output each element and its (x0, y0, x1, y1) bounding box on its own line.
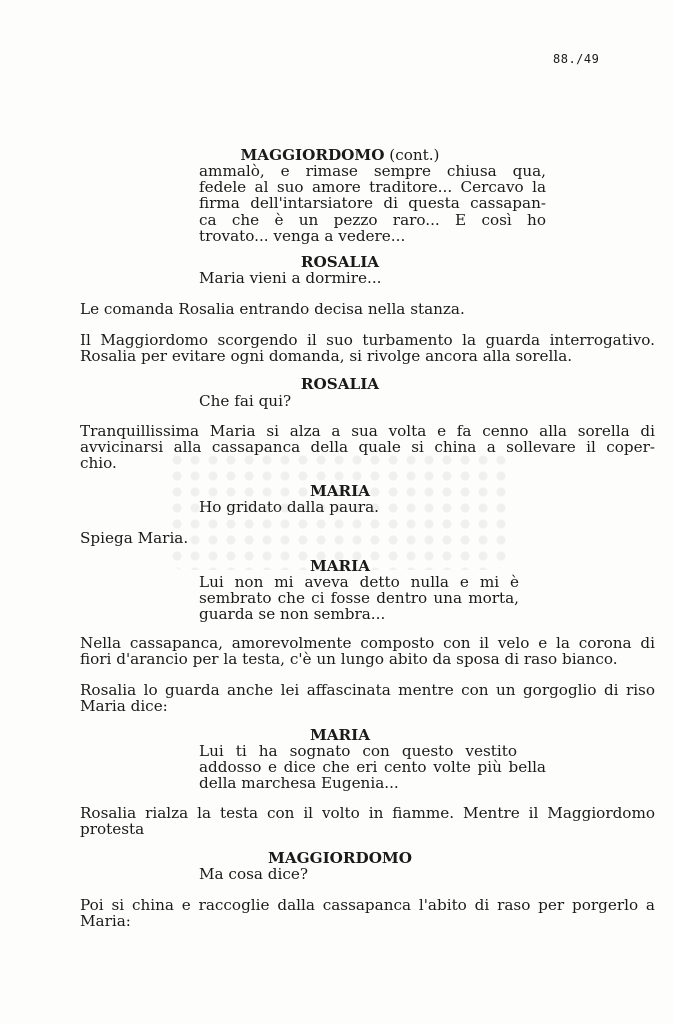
action-paragraph (80, 805, 655, 837)
action-line: fiori d'arancio per la testa, c'è un lungo abito da sposa di raso bianco. (80, 650, 618, 669)
character-cue (80, 147, 600, 163)
action-line: Nella cassapanca, amorevolmente composto con il velo e la corona di (80, 634, 655, 652)
dialogue (199, 866, 546, 882)
action-paragraph (80, 897, 655, 929)
action-line: Maria dice: (80, 697, 168, 716)
action-line: Maria: (80, 912, 131, 931)
dialogue-line: ca che è un pezzo raro... E così ho (199, 210, 546, 229)
action-line: Rosalia per evitare ogni domanda, si rivolge ancora alla sorella. (80, 347, 573, 366)
dialogue-line: guarda se non sembra... (199, 605, 386, 624)
action-paragraph (80, 332, 655, 364)
action-line: Tranquillissima Maria si alza a sua volta e fa cenno alla sorella di (80, 422, 655, 440)
dialogue-line: ammalò, e rimase sempre chiusa qua, (199, 162, 546, 180)
action-line: Spiega Maria. (80, 529, 189, 547)
dialogue (199, 270, 546, 286)
action-line: avvicinarsi alla cassapanca della quale si china a sollevare il coper- (80, 438, 655, 457)
dialogue-line: Ma cosa dice? (199, 865, 308, 883)
cue-extension: (cont.) (389, 146, 440, 164)
dialogue (199, 163, 546, 244)
dialogue-line: trovato... venga a vedere... (199, 226, 406, 245)
page-number: 88./49 (553, 52, 600, 66)
dialogue (199, 743, 546, 792)
action-line: chio. (80, 454, 117, 473)
character-name: MARIA (309, 726, 371, 744)
character-name: MARIA (309, 557, 371, 575)
character-name: MAGGIORDOMO (268, 849, 412, 867)
character-name: MARIA (309, 482, 371, 500)
character-name: ROSALIA (300, 375, 380, 393)
action-line: Rosalia lo guarda anche lei affascinata mentre con un gorgoglio di riso (80, 681, 655, 699)
action-line: Il Maggiordomo scorgendo il suo turbamento la guarda interrogativo. (80, 331, 655, 349)
character-cue (80, 376, 600, 392)
character-cue (80, 850, 600, 866)
dialogue-line: Lui ti ha sognato con questo vestito (199, 742, 517, 760)
action-paragraph (80, 530, 655, 546)
dialogue (199, 574, 546, 623)
character-cue (80, 558, 600, 574)
dialogue-line: Che fai qui? (199, 392, 292, 410)
character-name: MAGGIORDOMO (240, 146, 385, 164)
action-line: Poi si china e raccoglie dalla cassapanca l'abito di raso per porgerlo a (80, 896, 655, 914)
dialogue-line: Lui non mi aveva detto nulla e mi è (199, 573, 519, 591)
dialogue-line: sembrato che ci fosse dentro una morta, (199, 589, 519, 608)
action-paragraph (80, 635, 655, 667)
action-line: protesta (80, 820, 145, 839)
action-line: Le comanda Rosalia entrando decisa nella stanza. (80, 300, 465, 318)
character-cue (80, 254, 600, 270)
dialogue-line: addosso e dice che eri cento volte più bella (199, 758, 546, 777)
dialogue-line: firma dell'intarsiatore di questa cassapan- (199, 194, 546, 213)
dialogue (199, 393, 546, 409)
action-paragraph (80, 301, 655, 317)
character-name: ROSALIA (300, 253, 380, 271)
action-line: Rosalia rialza la testa con il volto in fiamme. Mentre il Maggiordomo (80, 804, 655, 822)
action-paragraph (80, 682, 655, 714)
dialogue (199, 499, 546, 515)
dialogue-line: fedele al suo amore traditore... Cercavo la (199, 178, 546, 197)
action-paragraph (80, 423, 655, 472)
dialogue-line: della marchesa Eugenia... (199, 774, 399, 793)
dialogue-line: Maria vieni a dormire... (199, 269, 382, 287)
character-cue (80, 483, 600, 499)
character-cue (80, 727, 600, 743)
dialogue-line: Ho gridato dalla paura. (199, 498, 379, 516)
